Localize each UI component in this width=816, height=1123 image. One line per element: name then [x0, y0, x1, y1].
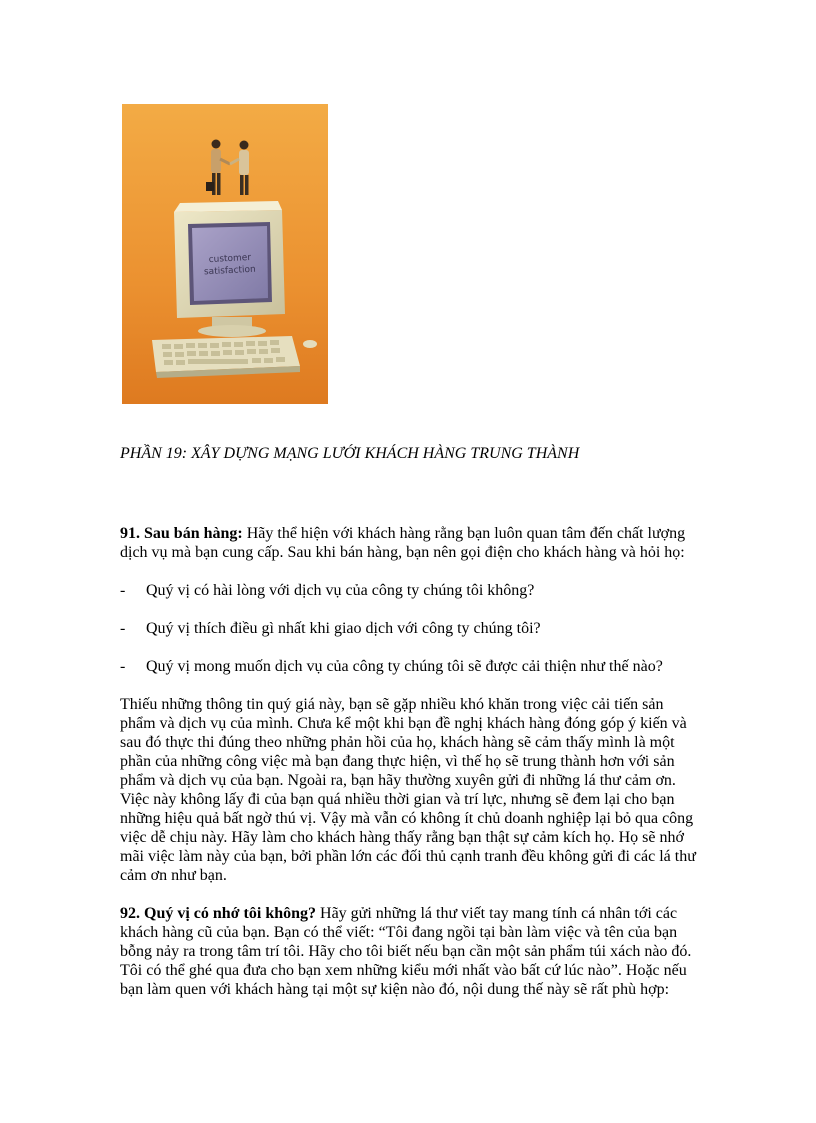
item-92-intro [120, 904, 700, 999]
customer-satisfaction-illustration [122, 104, 328, 404]
list-item [120, 657, 700, 676]
item-91-text: Hãy thể hiện với khách hàng rằng bạn luôn quan tâm đến chất lượng dịch vụ mà bạn cung cấp. Sau khi bán hàng, bạn nên gọi điện cho khách hàng và hỏi họ: [120, 525, 686, 561]
body-text [120, 524, 700, 1018]
item-91-intro [120, 524, 700, 562]
bullet-marker: - [120, 658, 126, 675]
item-92-text: Hãy gửi những lá thư viết tay mang tính cá nhân tới các khách hàng cũ của bạn. Bạn có thể viết: “Tôi đang ngồi tại bàn làm việc và tên của bạn bỗng nảy ra trong tâm trí tôi. Hãy cho tôi biết nếu bạn cần một sản phẩm túi xách nào đó. Tôi có thể ghé qua đưa cho bạn xem những kiểu mới nhất vào bất cứ lúc nào”. Hoặc nếu bạn làm quen với khách hàng tại một sự kiện nào đó, nội dung thế này sẽ rất phù hợp: [120, 905, 692, 998]
screen-text-line2: satisfaction [203, 264, 257, 278]
section-title: PHẦN 19: XÂY DỰNG MẠNG LƯỚI KHÁCH HÀNG TRUNG THÀNH [120, 445, 580, 462]
bullet-text: Quý vị có hài lòng với dịch vụ của công ty chúng tôi không? [146, 582, 535, 599]
screen-text-line1: customer [208, 252, 252, 266]
list-item [120, 619, 700, 638]
bullet-text: Quý vị mong muốn dịch vụ của công ty chúng tôi sẽ được cải thiện như thế nào? [146, 658, 663, 675]
bullet-marker: - [120, 582, 126, 599]
item-91-heading: 91. Sau bán hàng: [120, 525, 243, 542]
keyboard [152, 336, 300, 378]
list-item [120, 581, 700, 600]
bullet-marker: - [120, 620, 126, 637]
mouse [303, 340, 317, 348]
item-92-heading: 92. Quý vị có nhớ tôi không? [120, 905, 317, 922]
bullet-text: Quý vị thích điều gì nhất khi giao dịch với công ty chúng tôi? [146, 620, 541, 637]
item-91-paragraph: Thiếu những thông tin quý giá này, bạn sẽ gặp nhiều khó khăn trong việc cải tiến sản phẩm và dịch vụ của mình. Chưa kể một khi bạn đề nghị khách hàng đóng góp ý kiến và sau đó thực thi đúng theo những phản hồi của họ, khách hàng sẽ cảm thấy mình là một phần của những công việc mà bạn đang thực hiện, vì thế họ sẽ trung thành hơn với sản phẩm và dịch vụ của bạn. Ngoài ra, bạn hãy thường xuyên gửi đi những lá thư cảm ơn. Việc này không lấy đi của bạn quá nhiều thời gian và trí lực, nhưng sẽ đem lại cho bạn những hiệu quả bất ngờ thú vị. Vậy mà vẫn có không ít chủ doanh nghiệp lại bỏ qua công việc dễ chịu này. Hãy làm cho khách hàng thấy rằng bạn thật sự cảm kích họ. Họ sẽ nhớ mãi việc làm này của bạn, bởi phần lớn các đối thủ cạnh tranh đều không gửi đi các lá thư cảm ơn như bạn. [120, 696, 696, 884]
